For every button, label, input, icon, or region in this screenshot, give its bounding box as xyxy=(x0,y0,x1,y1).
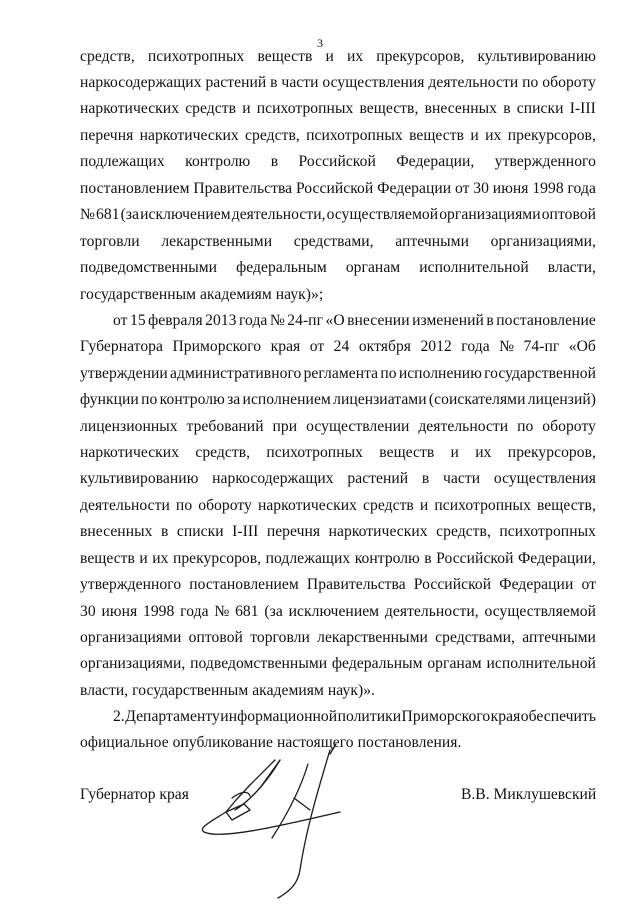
word: 74-пг xyxy=(523,338,560,355)
word: и xyxy=(419,497,429,514)
text-line xyxy=(80,206,596,224)
word: списки xyxy=(516,100,564,117)
word: психотропных xyxy=(306,127,403,144)
word: июня xyxy=(492,180,529,197)
word: органам xyxy=(345,259,401,276)
word: наркотических xyxy=(80,100,180,117)
word: наркотических xyxy=(257,497,357,514)
word: Российской xyxy=(436,550,514,567)
word: торговли xyxy=(80,233,140,250)
word: от xyxy=(581,576,596,593)
word: лекарственными xyxy=(317,629,428,646)
word: «О xyxy=(325,312,345,329)
word: подведомственными xyxy=(190,655,328,672)
word: изменений xyxy=(412,312,484,329)
word: средств, xyxy=(436,523,491,540)
text-line xyxy=(80,259,596,277)
word: федеральным xyxy=(236,259,327,276)
word: Российской xyxy=(295,180,374,197)
word: Федерации, xyxy=(517,550,596,567)
word: деятельности xyxy=(80,497,170,514)
word: деятельности, xyxy=(384,603,479,620)
word: перечня xyxy=(266,523,321,540)
text-line xyxy=(80,550,596,568)
text-line xyxy=(80,365,596,383)
word: утвержденного xyxy=(80,576,182,593)
word: средств xyxy=(185,100,237,117)
word: Приморского xyxy=(172,338,262,355)
word: их xyxy=(485,127,502,144)
word: края xyxy=(270,338,301,355)
word: академиям xyxy=(252,682,324,699)
word: и xyxy=(242,100,251,117)
word: веществ xyxy=(257,48,313,65)
word: аптечными xyxy=(522,629,596,646)
word: внесении xyxy=(347,312,410,329)
word: от xyxy=(454,180,470,197)
word: культивированию xyxy=(477,48,596,65)
word: подлежащих xyxy=(265,550,351,567)
word: средствами, xyxy=(435,629,515,646)
word: «Об xyxy=(568,338,596,355)
word: аптечными xyxy=(395,233,469,250)
word: 30 xyxy=(473,180,489,197)
word: средств, xyxy=(245,127,300,144)
text-line xyxy=(80,444,596,462)
word: Губернатора xyxy=(80,338,163,355)
word: обороту xyxy=(542,74,596,91)
word: академиям xyxy=(200,286,272,303)
word: года xyxy=(461,338,490,355)
word: исполнительной xyxy=(486,655,596,672)
text-line xyxy=(80,286,596,304)
text-line xyxy=(80,603,596,621)
word: средств xyxy=(363,497,414,514)
word: Федерации xyxy=(499,576,574,593)
word: политики xyxy=(337,708,402,725)
word: организациями, xyxy=(80,655,186,672)
signatory-name: В.В. Миклушевский xyxy=(461,786,597,803)
word: по xyxy=(517,418,534,435)
word: исполнению xyxy=(398,365,482,382)
text-line xyxy=(80,233,596,251)
word: исключением xyxy=(288,603,380,620)
word: Приморского xyxy=(401,708,491,725)
word: организациями, xyxy=(490,233,596,250)
word: подлежащих xyxy=(80,153,165,170)
word: психотропных xyxy=(266,444,363,461)
word: официальное xyxy=(80,734,169,751)
word: исполнительной xyxy=(419,259,529,276)
word: 30 xyxy=(80,603,96,620)
word: требований xyxy=(186,418,264,435)
word: веществ xyxy=(379,444,435,461)
word: за xyxy=(227,391,241,408)
word: в xyxy=(424,550,432,567)
word: контролю xyxy=(185,153,251,170)
word: информационной xyxy=(220,708,338,725)
text-line xyxy=(80,523,596,541)
word: в xyxy=(486,312,494,329)
word: № xyxy=(214,603,230,620)
word: деятельности, xyxy=(231,206,326,223)
word: № xyxy=(269,312,285,329)
word: наук)»; xyxy=(275,286,324,303)
word: психотропных xyxy=(147,48,245,65)
word: года xyxy=(238,312,268,329)
word: октября xyxy=(358,338,412,355)
word: Правительства xyxy=(193,180,293,197)
word: 2. xyxy=(113,708,125,725)
word: власти, xyxy=(80,682,129,699)
text-line xyxy=(80,127,596,145)
text-line xyxy=(113,312,596,330)
word: внесенных xyxy=(80,523,153,540)
text-line xyxy=(80,470,596,488)
word: растений xyxy=(347,470,409,487)
word: психотропных xyxy=(434,497,531,514)
word: Российской xyxy=(298,153,376,170)
word: контролю xyxy=(354,550,420,567)
word: (за xyxy=(120,206,140,223)
word: государственной xyxy=(484,365,596,382)
word: наркосодержащих xyxy=(212,470,334,487)
word: Федерации xyxy=(377,180,452,197)
word: и xyxy=(450,444,459,461)
word: оптовой xyxy=(188,629,243,646)
word: прекурсоров, xyxy=(172,550,262,567)
word: 15 xyxy=(129,312,146,329)
word: Департаменту xyxy=(125,708,220,725)
word: внесенных xyxy=(424,100,498,117)
word: веществ, xyxy=(536,497,596,514)
word: деятельности xyxy=(418,418,509,435)
word: постановления. xyxy=(357,734,462,751)
word: списки xyxy=(176,523,224,540)
word: веществ, xyxy=(359,100,419,117)
word: веществ xyxy=(409,127,465,144)
word: № xyxy=(499,338,515,355)
text-line xyxy=(80,418,596,436)
signatory-position: Губернатор края xyxy=(80,786,189,803)
text-line xyxy=(80,48,596,66)
word: обеспечить xyxy=(520,708,596,725)
word: части xyxy=(281,74,319,91)
word: 24 xyxy=(333,338,350,355)
word: части xyxy=(443,470,481,487)
word: при xyxy=(272,418,298,435)
word: от xyxy=(113,312,128,329)
word: (за xyxy=(264,603,283,620)
word: и xyxy=(470,127,479,144)
word: и xyxy=(325,48,334,65)
word: лицензий) xyxy=(527,391,596,408)
word: по xyxy=(175,497,193,514)
word: торговли xyxy=(250,629,310,646)
text-line xyxy=(80,576,596,594)
text-line xyxy=(113,708,596,726)
word: Правительства xyxy=(306,576,406,593)
word: средств, xyxy=(195,444,251,461)
word: наук)». xyxy=(327,682,375,699)
word: опубликование xyxy=(172,734,273,751)
text-line xyxy=(80,74,596,92)
word: исключением xyxy=(140,206,231,223)
word: осуществлении xyxy=(306,418,410,435)
word: наркотических xyxy=(80,444,180,461)
word: психотропных xyxy=(256,100,354,117)
word: 1998 xyxy=(532,180,564,197)
word: организациями xyxy=(439,206,541,223)
word: в xyxy=(160,523,169,540)
text-line xyxy=(80,180,596,198)
word: года xyxy=(567,180,596,197)
word: культивированию xyxy=(80,470,199,487)
word: по xyxy=(380,365,397,382)
word: власти, xyxy=(547,259,596,276)
word: государственным xyxy=(132,682,249,699)
word: № xyxy=(80,206,95,223)
word: 24-пг xyxy=(287,312,324,329)
word: федеральным xyxy=(331,655,423,672)
word: в xyxy=(270,153,279,170)
handwritten-signature xyxy=(190,740,410,900)
word: органам xyxy=(427,655,482,672)
text-line xyxy=(80,655,596,673)
word: постановление xyxy=(496,312,596,329)
word: года xyxy=(180,603,209,620)
word: осуществляемой xyxy=(326,206,439,223)
word: средств, xyxy=(80,48,135,65)
word: государственным xyxy=(80,286,197,303)
text-line xyxy=(80,629,596,647)
word: организациями xyxy=(80,629,182,646)
word: постановлением xyxy=(189,576,299,593)
word: по xyxy=(522,74,539,91)
page-number: 3 xyxy=(317,36,323,50)
word: I-III xyxy=(232,523,259,540)
word: обороту xyxy=(542,418,596,435)
word: оптовой xyxy=(541,206,596,223)
word: прекурсоров, xyxy=(507,444,596,461)
word: в xyxy=(503,100,511,117)
word: лицензиатами xyxy=(333,391,427,408)
word: от xyxy=(309,338,325,355)
word: и xyxy=(139,550,148,567)
word: 681 xyxy=(96,206,120,223)
text-line xyxy=(80,682,596,700)
word: регламента xyxy=(303,365,379,382)
word: их xyxy=(346,48,364,65)
word: растений xyxy=(205,74,267,91)
word: веществ xyxy=(80,550,135,567)
word: наркотических xyxy=(139,127,239,144)
word: постановлением xyxy=(80,180,190,197)
word: исполнением xyxy=(242,391,331,408)
text-line xyxy=(80,338,596,356)
word: функции xyxy=(80,391,139,408)
word: по xyxy=(141,391,158,408)
word: Российской xyxy=(413,576,492,593)
word: подведомственными xyxy=(80,259,218,276)
word: утвержденного xyxy=(494,153,596,170)
word: в xyxy=(270,74,278,91)
word: лекарственными xyxy=(161,233,273,250)
word: края xyxy=(490,708,521,725)
word: психотропных xyxy=(499,523,596,540)
word: осуществляемой xyxy=(484,603,596,620)
word: их xyxy=(152,550,169,567)
word: прекурсоров, xyxy=(376,48,465,65)
word: 2013 xyxy=(205,312,237,329)
word: (соискателями xyxy=(428,391,526,408)
text-line xyxy=(80,497,596,515)
word: административного xyxy=(170,365,302,382)
word: утверждении xyxy=(80,365,168,382)
word: июня xyxy=(101,603,138,620)
word: осуществления xyxy=(322,74,425,91)
text-line xyxy=(80,153,596,171)
word: Федерации, xyxy=(396,153,475,170)
word: февраля xyxy=(148,312,203,329)
word: 1998 xyxy=(142,603,175,620)
word: средствами, xyxy=(293,233,374,250)
text-line xyxy=(80,100,596,118)
word: настоящего xyxy=(276,734,354,751)
text-line xyxy=(80,391,596,409)
word: прекурсоров, xyxy=(507,127,596,144)
word: I-III xyxy=(569,100,596,117)
word: контролю xyxy=(159,391,225,408)
word: в xyxy=(421,470,430,487)
word: деятельности xyxy=(428,74,519,91)
word: лицензионных xyxy=(80,418,178,435)
word: перечня xyxy=(80,127,134,144)
word: обороту xyxy=(198,497,252,514)
word: 2012 xyxy=(420,338,452,355)
word: 681 xyxy=(235,603,259,620)
word: наркотических xyxy=(328,523,428,540)
word: наркосодержащих xyxy=(80,74,202,91)
word: осуществления xyxy=(493,470,596,487)
word: их xyxy=(475,444,492,461)
